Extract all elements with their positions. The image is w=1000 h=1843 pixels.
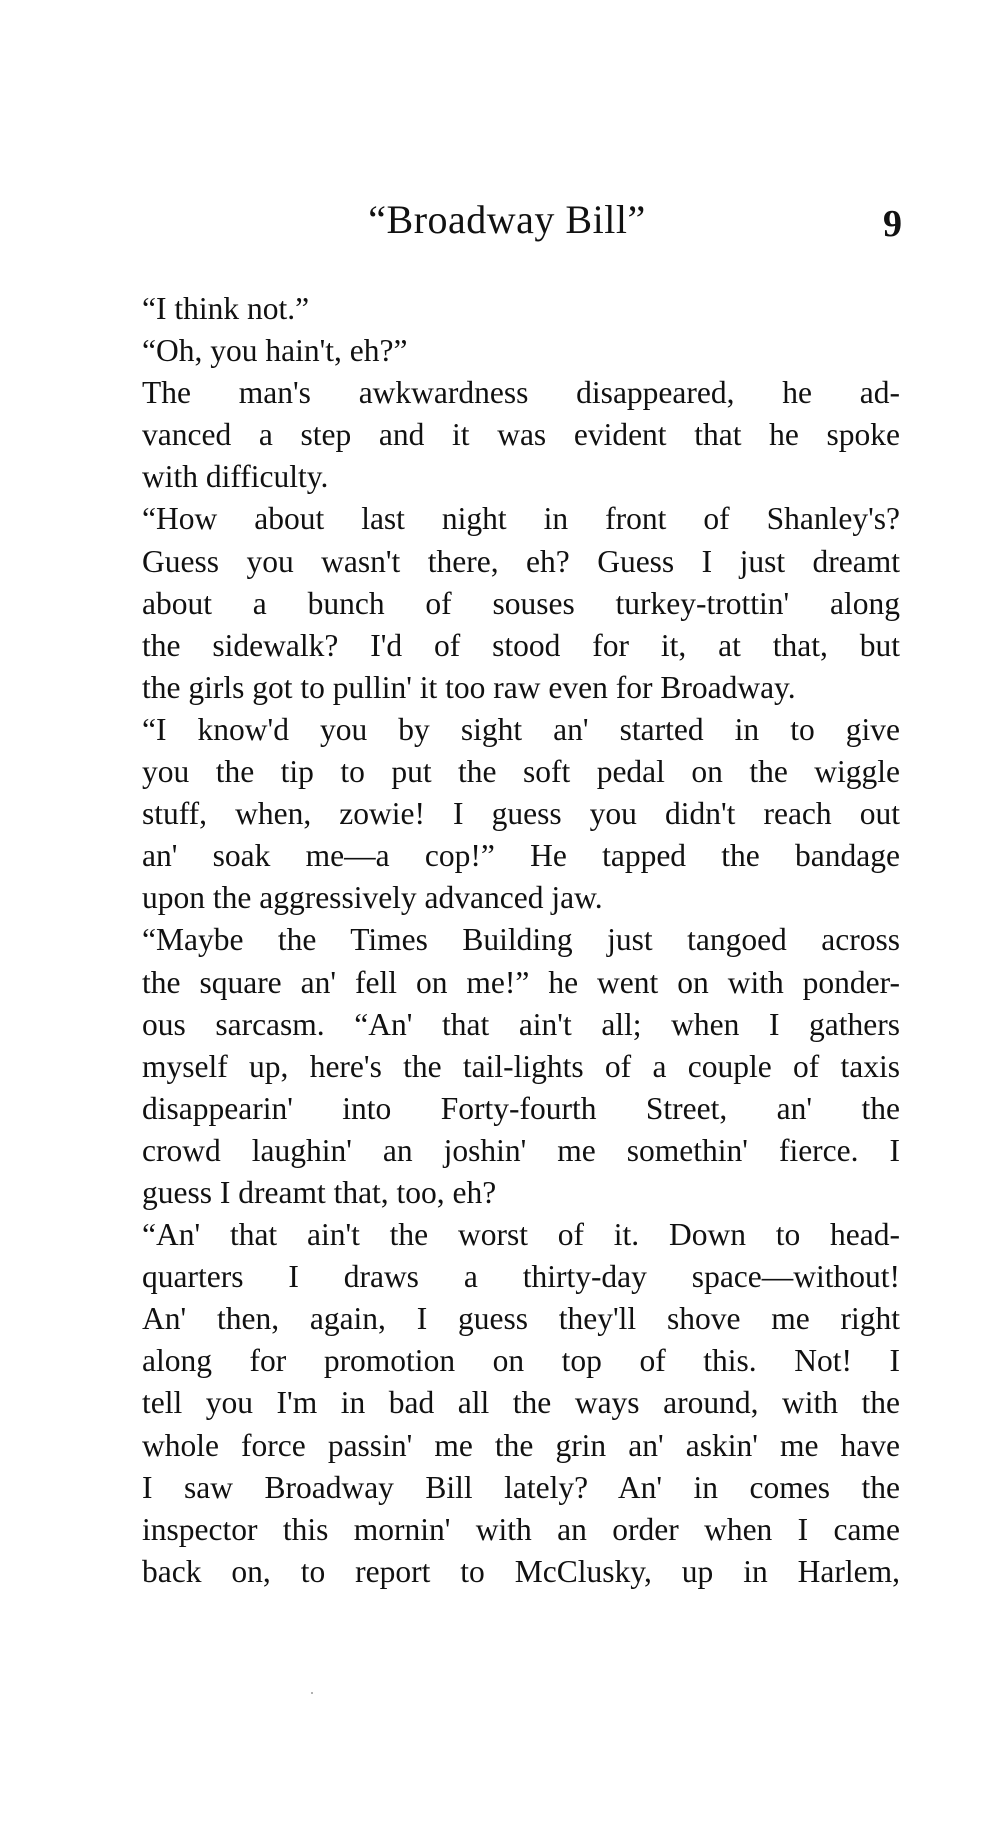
text-line: crowd laughin' an joshin' me somethin' fierce. I <box>142 1132 900 1168</box>
text-line: with difficulty. <box>142 459 329 495</box>
text-line: An' then, again, I guess they'll shove me right <box>142 1301 900 1337</box>
paragraph-2 <box>112 330 900 372</box>
page-number: 9 <box>883 203 902 245</box>
text-line: “I know'd you by sight an' started in to give <box>142 711 900 747</box>
text-line: “Oh, you hain't, eh?” <box>142 333 408 369</box>
text-line: upon the aggressively advanced jaw. <box>142 880 603 916</box>
running-head <box>112 196 902 256</box>
text-line: guess I dreamt that, too, eh? <box>142 1174 497 1210</box>
print-speck <box>311 1692 313 1694</box>
paragraph-4 <box>112 498 900 708</box>
text-line: “I think not.” <box>142 291 310 326</box>
text-line: Guess you wasn't there, eh? Guess I just dreamt <box>142 543 900 579</box>
text-line: the girls got to pullin' it too raw even for Broadway. <box>142 669 796 705</box>
text-line: The man's awkwardness disappeared, he ad- <box>142 375 900 411</box>
text-line: stuff, when, zowie! I guess you didn't reach out <box>142 796 900 832</box>
text-line: myself up, here's the tail-lights of a couple of taxis <box>142 1048 900 1084</box>
text-line: along for promotion on top of this. Not! I <box>142 1343 900 1379</box>
text-line: the sidewalk? I'd of stood for it, at that, but <box>142 627 900 663</box>
text-line: whole force passin' me the grin an' askin' me have <box>142 1427 900 1463</box>
paragraph-6 <box>112 919 900 1214</box>
text-line: back on, to report to McClusky, up in Harlem, <box>142 1553 900 1589</box>
text-line: tell you I'm in bad all the ways around, with the <box>142 1385 900 1421</box>
paragraph-1 <box>112 288 900 330</box>
text-line: an' soak me—a cop!” He tapped the bandage <box>142 838 900 874</box>
paragraph-7 <box>112 1214 900 1593</box>
text-line: quarters I draws a thirty-day space—without! <box>142 1259 900 1295</box>
text-line: vanced a step and it was evident that he spoke <box>142 417 900 453</box>
text-line: I saw Broadway Bill lately? An' in comes the <box>142 1469 900 1505</box>
text-line: the square an' fell on me!” he went on with ponder- <box>142 964 900 1000</box>
text-line: disappearin' into Forty-fourth Street, an' the <box>142 1090 900 1126</box>
text-line: “Maybe the Times Building just tangoed across <box>142 922 900 958</box>
text-line: inspector this mornin' with an order when I came <box>142 1511 900 1547</box>
text-line: “How about last night in front of Shanley's? <box>142 501 900 537</box>
paragraph-3 <box>112 372 900 498</box>
paragraph-5 <box>112 709 900 919</box>
body-text <box>112 288 900 1593</box>
running-title: “Broadway Bill” <box>368 197 646 242</box>
text-line: ous sarcasm. “An' that ain't all; when I gathers <box>142 1006 900 1042</box>
text-line: about a bunch of souses turkey-trottin' along <box>142 585 900 621</box>
text-line: you the tip to put the soft pedal on the wiggle <box>142 754 900 790</box>
text-line: “An' that ain't the worst of it. Down to head- <box>142 1217 900 1253</box>
